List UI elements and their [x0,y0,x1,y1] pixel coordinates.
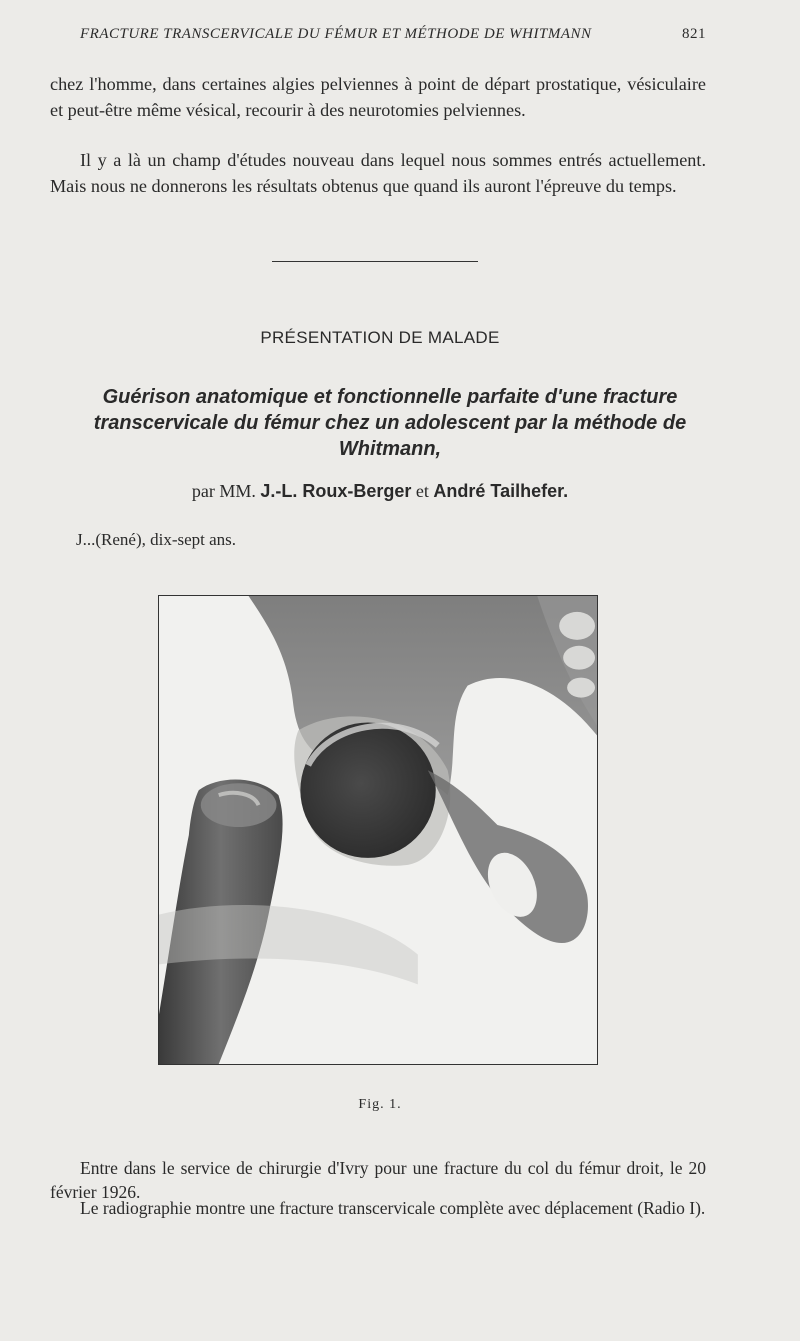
byline [0,481,760,502]
page-number: 821 [682,26,706,42]
paragraph-conclusion: Il y a là un champ d'études nouveau dans lequel nous sommes entrés actuellement. Mais nous ne donnerons les résultats obtenus que quand ils auront l'épreuve du temps. [50,150,706,196]
author-tailhefer: André Tailhefer. [433,481,569,501]
paragraph-radiograph: Le radiographie montre une fracture transcervicale complète avec déplacement (Radio I). [80,1198,706,1218]
running-header [80,26,706,43]
paragraph-continuation: chez l'homme, dans certaines algies pelviennes à point de départ prostatique, vésiculaire et peut-être même vésical, recourir à des neurotomies pelviennes. [50,74,706,120]
section-divider [272,261,478,262]
byline-conjunction: et [415,481,429,501]
paragraph-admission: Entre dans le service de chirurgie d'Ivry pour une fracture du col du fémur droit, le 20 février 1926. [50,1158,706,1202]
figure-caption: Fig. 1. [358,1097,402,1112]
author-roux-berger: J.-L. Roux-Berger [260,481,412,501]
byline-prefix: par MM. [191,481,256,501]
radiograph-figure [158,595,598,1065]
hip-radiograph-illustration [159,596,597,1064]
patient-line: J...(René), dix-sept ans. [76,530,237,549]
article-title: Guérison anatomique et fonctionnelle parfaite d'une fracture transcervicale du fémur chez un adolescent par la méthode de Whitmann, [93,386,687,460]
running-title: FRACTURE TRANSCERVICALE DU FÉMUR ET MÉTHODE DE WHITMANN [80,26,592,42]
section-title: PRÉSENTATION DE MALADE [260,328,500,347]
